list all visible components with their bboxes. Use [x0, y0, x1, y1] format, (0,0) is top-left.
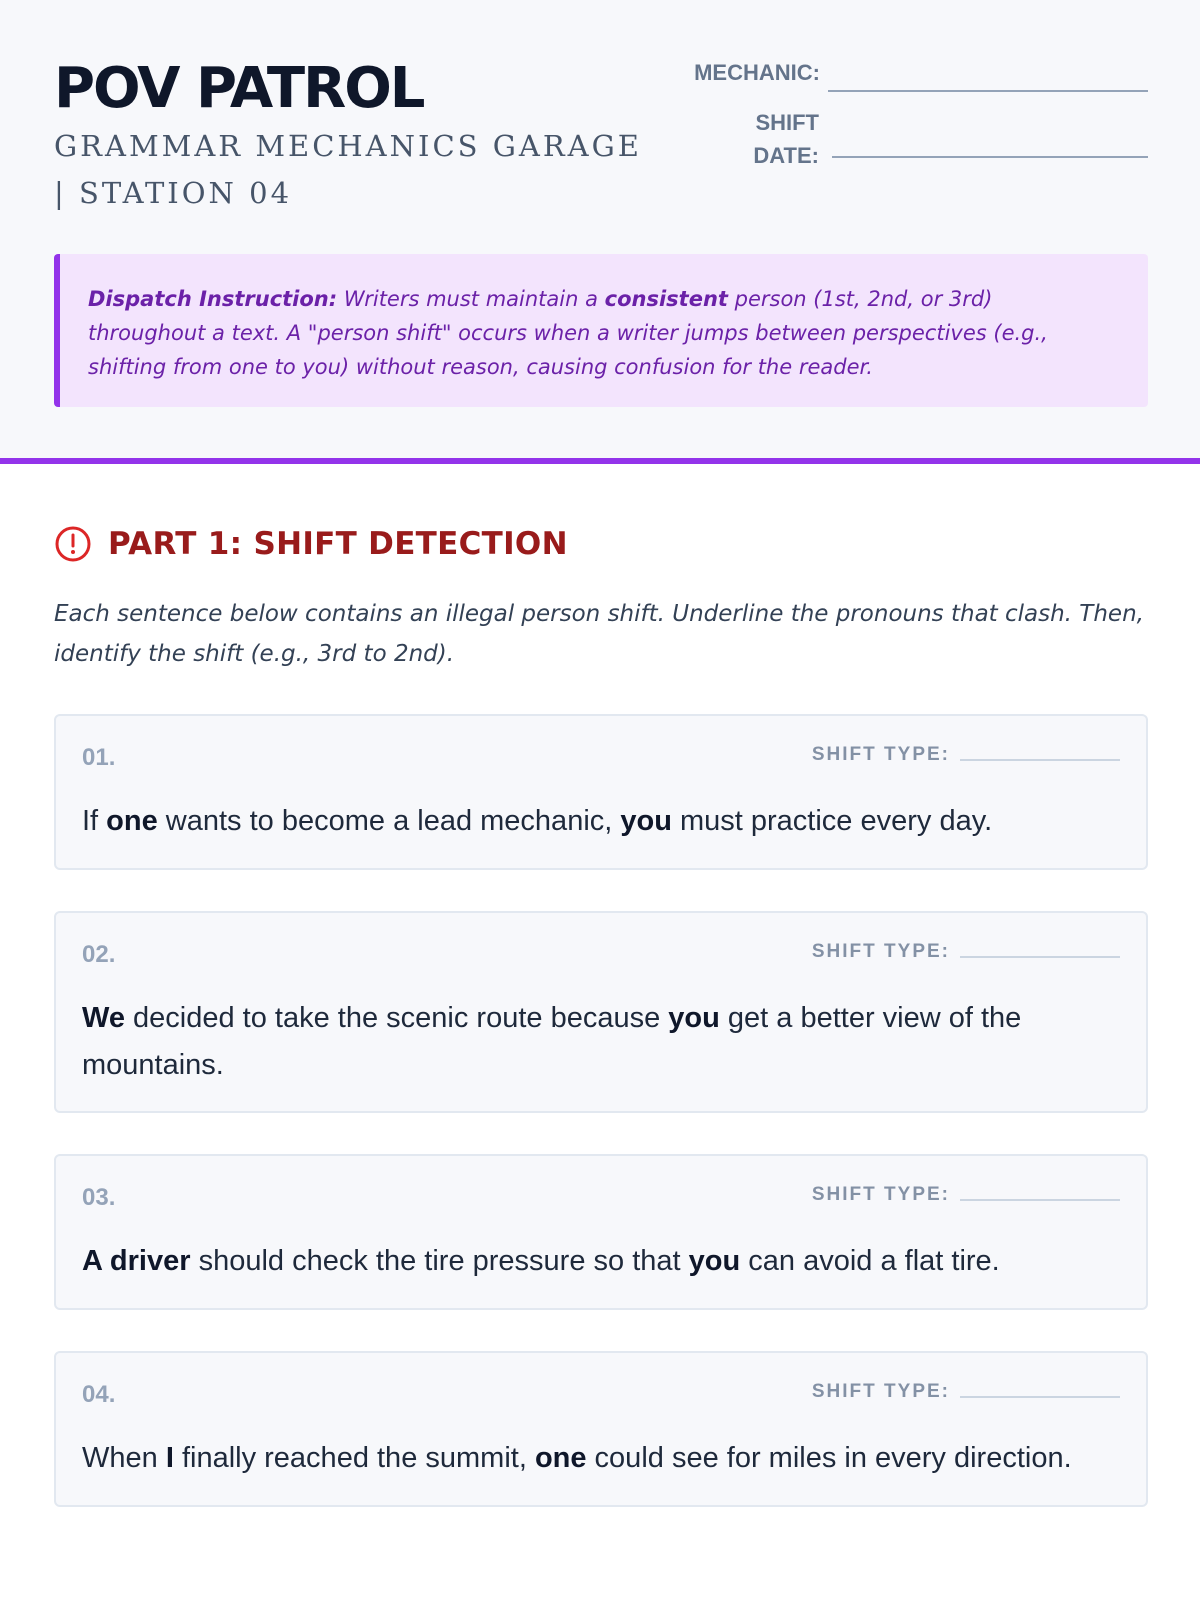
sentence-segment: decided to take the scenic route because: [124, 1002, 669, 1034]
shift-date-label: SHIFT DATE:: [753, 110, 819, 168]
dispatch-instruction: [54, 254, 1148, 407]
sentence-text: [82, 995, 1112, 1089]
sentence-segment: finally reached the summit,: [173, 1442, 535, 1474]
part1-description: Each sentence below contains an illegal person shift. Underline the pronouns that clash. Then, identify the shift (e.g., 3rd to 2nd).: [54, 601, 1144, 667]
sentence-segment: When: [82, 1442, 166, 1474]
sentence-segment: could see for miles in every direction.: [586, 1442, 1072, 1474]
worksheet-header: [0, 0, 1200, 464]
part1-title: PART 1: SHIFT DETECTION: [108, 526, 568, 562]
shift-type-label: SHIFT TYPE:: [811, 744, 950, 765]
pronoun-highlight: you: [668, 1002, 720, 1034]
dispatch-text: Dispatch Instruction: Writers must maintain a consistent person (1st, 2nd, or 3rd) throughout a text. A "person shift" occurs when a writer jumps between perspectives (e.g., shifting from one to you) without reason, causing confusion for the reader.: [88, 287, 1048, 379]
alert-circle-icon: [54, 525, 92, 563]
sentence-segment: wants to become a lead mechanic,: [157, 805, 621, 837]
sentence-text: [82, 1238, 1112, 1285]
worksheet-title: POV PATROL: [54, 56, 424, 121]
sentence-segment: If: [82, 805, 107, 837]
sentence-text: [82, 1435, 1112, 1482]
shift-type-answer-field[interactable]: [960, 1396, 1120, 1398]
sentence-segment: should check the tire pressure so that: [190, 1245, 689, 1277]
sentence-card: [54, 1154, 1148, 1310]
sentence-segment: can avoid a flat tire.: [740, 1245, 1000, 1277]
sentence-number: 04.: [82, 1381, 116, 1408]
shift-type-answer-field[interactable]: [960, 956, 1120, 958]
pronoun-highlight: one: [106, 805, 158, 837]
shift-type-answer-field[interactable]: [960, 759, 1120, 761]
sentence-number: 01.: [82, 744, 116, 771]
sentence-card: [54, 714, 1148, 870]
mechanic-label: MECHANIC:: [694, 60, 820, 85]
sentence-card: [54, 1351, 1148, 1507]
sentence-segment: must practice every day.: [671, 805, 993, 837]
mechanic-field[interactable]: [828, 90, 1148, 92]
shift-date-field[interactable]: [832, 156, 1148, 158]
shift-type-answer-field[interactable]: [960, 1199, 1120, 1201]
pronoun-highlight: I: [165, 1442, 174, 1474]
part1-heading: [54, 522, 568, 566]
pronoun-highlight: you: [620, 805, 672, 837]
pronoun-highlight: We: [82, 1002, 125, 1034]
pronoun-highlight: one: [534, 1442, 587, 1474]
pronoun-highlight: you: [688, 1245, 741, 1277]
shift-type-label: SHIFT TYPE:: [811, 1381, 950, 1402]
sentence-segment: get a better view of the mountains.: [82, 1002, 1022, 1081]
pronoun-highlight: A driver: [82, 1245, 191, 1277]
sentence-text: [82, 798, 1112, 845]
worksheet-subtitle: GRAMMAR MECHANICS GARAGE | STATION 04: [54, 129, 642, 210]
sentence-number: 03.: [82, 1184, 116, 1211]
shift-type-label: SHIFT TYPE:: [811, 941, 950, 962]
shift-type-label: SHIFT TYPE:: [811, 1184, 950, 1205]
sentence-card: [54, 911, 1148, 1113]
sentence-number: 02.: [82, 941, 116, 968]
